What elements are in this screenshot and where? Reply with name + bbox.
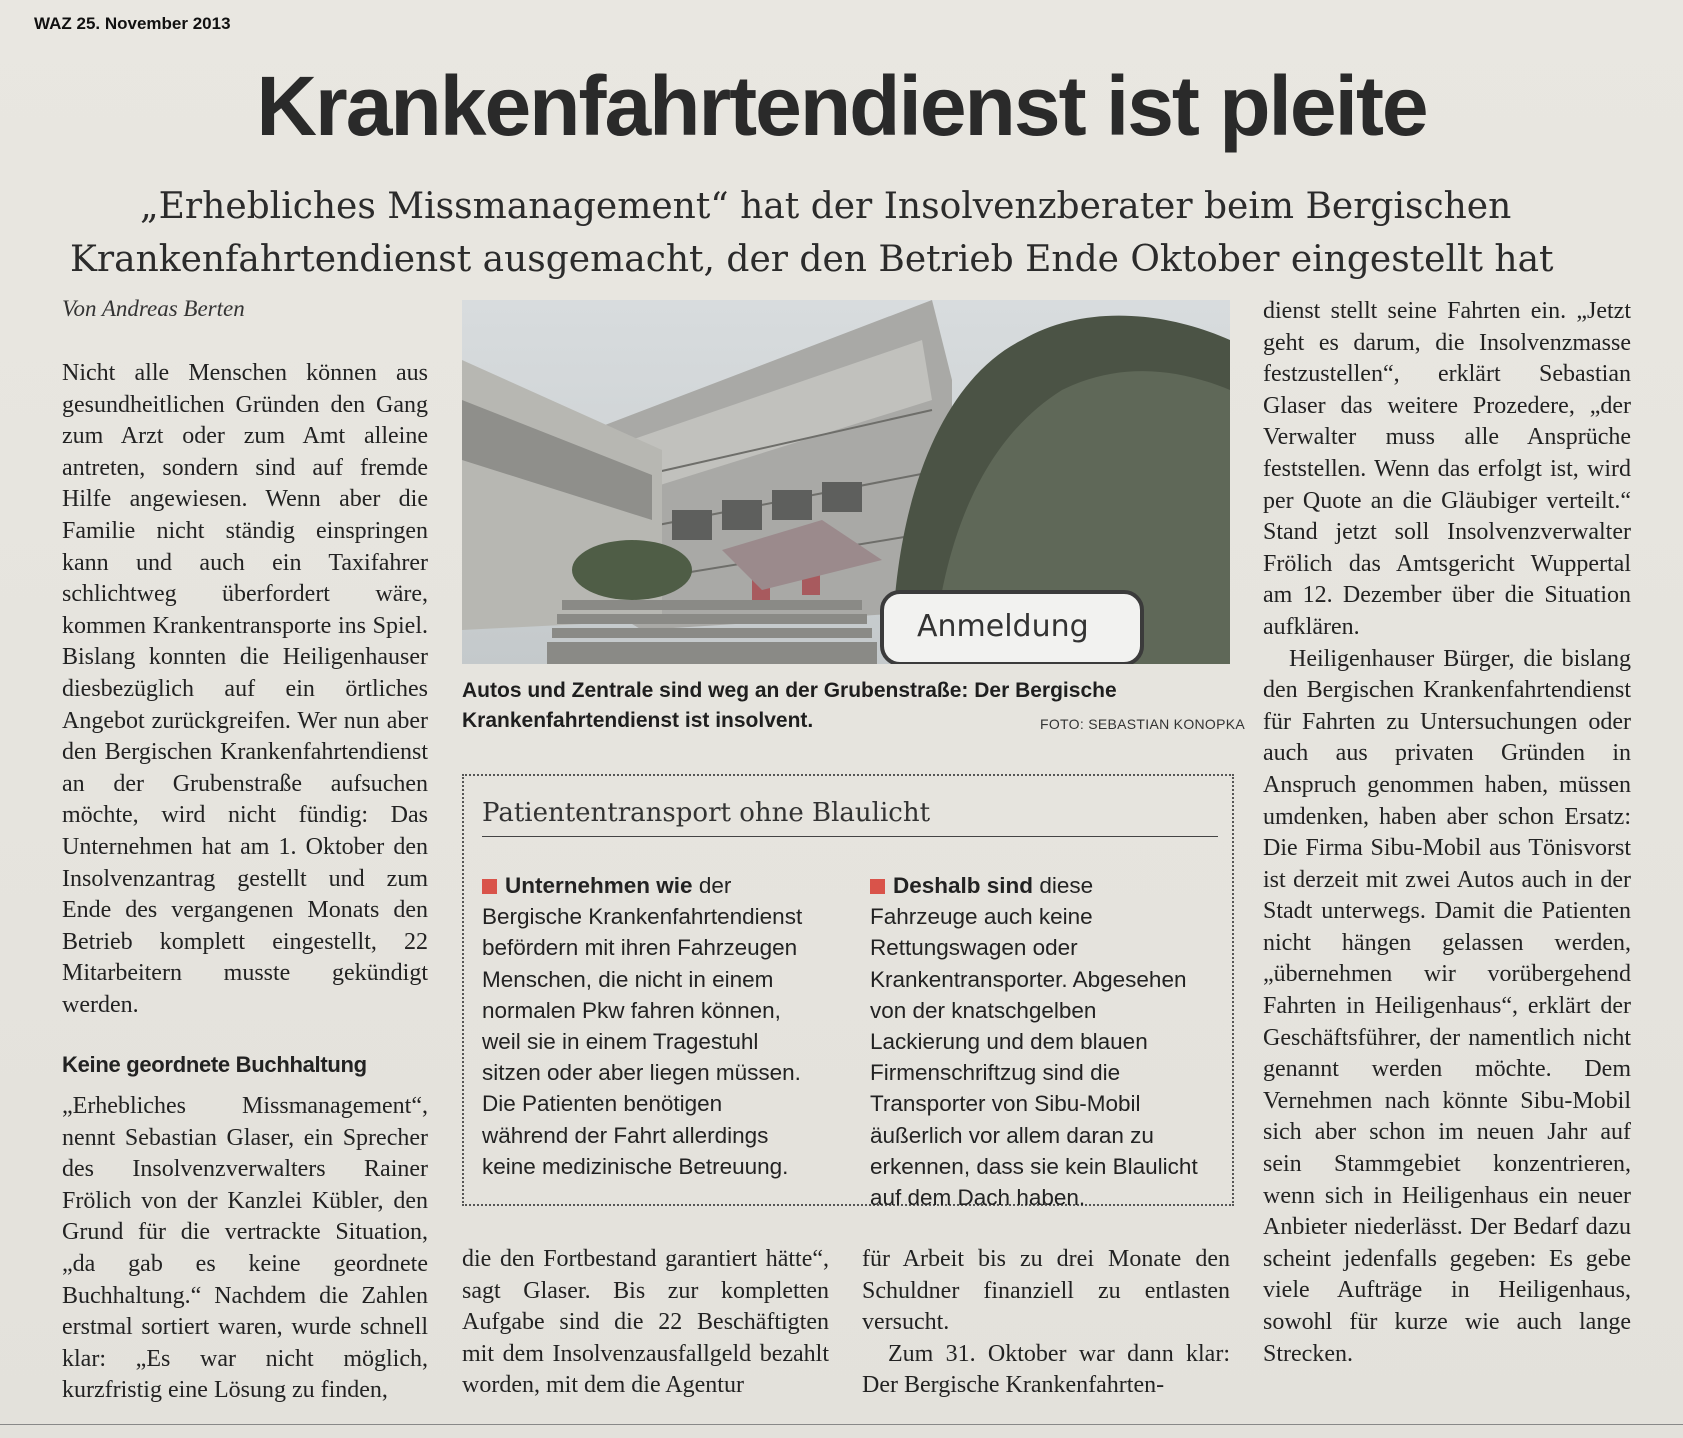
divider [0, 1424, 1683, 1425]
paragraph: Zum 31. Oktober war dann klar: Der Bergische Krankenfahrten- [862, 1340, 1230, 1399]
paragraph: für Arbeit bis zu drei Monate den Schuldner finanziell zu entlasten versucht. [862, 1246, 1230, 1336]
info-box-column-2 [870, 870, 1200, 1213]
paragraph: Nicht alle Menschen können aus gesundheitlichen Gründen den Gang zum Arzt oder zum Amt alleine antreten, sondern sind auf fremde Hilfe angewiesen. Wenn aber die Familie nicht ständig einspringen kann und auch ein Taxifahrer schlichtweg überfordert wäre, kommen Krankentransporte ins Spiel. Bislang konnten die Heiligenhauser diesbezüglich auf ein örtliches Angebot zurückgreifen. Wer nun aber den Bergischen Krankenfahrtendienst an der Grubenstraße aufsuchen möchte, wird nicht fündig: Das Unternehmen hat am 1. Oktober den Insolvenzantrag gestellt und zum Ende des vergangenen Monats den Betrieb komplett eingestellt, 22 Mitarbeitern musste gekündigt werden. [62, 360, 428, 1018]
byline: Von Andreas Berten [62, 296, 245, 321]
article-column-3 [862, 1244, 1230, 1402]
red-square-bullet-icon [482, 879, 497, 894]
photo-credit: FOTO: SEBASTIAN KONOPKA [1040, 716, 1246, 732]
section-subtitle: Keine geordnete Buchhaltung [62, 1052, 367, 1078]
lead-in: Deshalb sind [893, 873, 1034, 898]
article-column-2 [462, 1244, 829, 1402]
paragraph: „Erhebliches Missmanagement“, nennt Sebastian Glaser, ein Sprecher des Insolvenzverwalters Rainer Frölich von der Kanzlei Kübler, den Grund für die vertrackte Situation, „da gab es keine geordnete Buchhaltung.“ Nachdem die Zahlen erstmal sortiert waren, wurde schnell klar: „Es war nicht möglich, kurzfristig eine Lösung zu finden, [62, 1093, 428, 1404]
source-label: WAZ 25. November 2013 [34, 14, 231, 33]
paragraph: die den Fortbestand garantiert hätte“, sagt Glaser. Bis zur kompletten Aufgabe sind die 22 Beschäftigten mit dem Insolvenzausfallgeld bezahlt worden, mit dem die Agentur [462, 1246, 829, 1399]
building-photo-illustration [462, 300, 1230, 664]
article-column-1 [62, 358, 428, 1407]
sign-text: Anmeldung [917, 609, 1089, 644]
subhead-line-1: „Erhebliches Missmanagement“ hat der Insolvenzberater beim Bergischen [140, 186, 1512, 227]
info-box [462, 774, 1234, 1211]
lead-in: Unternehmen wie [505, 873, 693, 898]
photo-caption: Autos und Zentrale sind weg an der Grubenstraße: Der Bergische Krankenfahrtendienst ist insolvent. [462, 679, 1117, 732]
headline: Krankenfahrtendienst ist pleite [256, 59, 1427, 153]
info-box-column-1 [482, 870, 812, 1182]
article-photo [462, 300, 1230, 664]
info-text: der Bergische Krankenfahrtendienst befördern mit ihren Fahrzeugen Menschen, die nicht in einem normalen Pkw fahren können, weil sie in einem Tragestuhl sitzen oder aber liegen müssen. Die Patienten benötigen während der Fahrt allerdings keine medizinische Betreuung. [482, 873, 803, 1179]
article-column-4 [1263, 296, 1631, 1370]
info-box-title: Patiententransport ohne Blaulicht [482, 798, 1218, 837]
paragraph: Heiligenhauser Bürger, die bislang den Bergischen Krankenfahrtendienst für Fahrten zu Untersuchungen oder auch aus privaten Gründen in Anspruch genommen haben, müssen umdenken, haben aber schon Ersatz: Die Firma Sibu-Mobil aus Tönisvorst ist derzeit mit zwei Autos auch in der Stadt unterwegs. Damit die Patienten nicht hängen gelassen werden, „übernehmen wir vorübergehend Fahrten in Heiligenhaus“, erklärt der Geschäftsführer, der namentlich nicht genannt werden möchte. Dem Vernehmen nach könnte Sibu-Mobil sich aber schon im neuen Jahr auf sein Stammgebiet konzentrieren, wenn sich in Heiligenhaus ein neuer Anbieter niederlässt. Der Bedarf dazu scheint jedenfalls gegeben: Es gebe viele Aufträge in Heiligenhaus, sowohl für kurze wie auch lange Strecken. [1263, 645, 1631, 1367]
info-text: diese Fahrzeuge auch keine Rettungswagen oder Krankentransporter. Abgesehen von der knatschgelben Lackierung und dem blauen Firmenschriftzug sind die Transporter von Sibu-Mobil äußerlich vor allem daran zu erkennen, dass sie kein Blaulicht auf dem Dach haben. [870, 873, 1198, 1211]
subhead-line-2: Krankenfahrtendienst ausgemacht, der den Betrieb Ende Oktober eingestellt hat [70, 239, 1554, 280]
paragraph: dienst stellt seine Fahrten ein. „Jetzt geht es darum, die Insolvenzmasse festzustellen“, erklärt Sebastian Glaser das weitere Prozedere, „der Verwalter muss alle Ansprüche feststellen. Wenn das erfolgt ist, wird per Quote an die Gläubiger verteilt.“ Stand jetzt soll Insolvenzverwalter Frölich das Amtsgericht Wuppertal am 12. Dezember über die Situation aufklären. [1263, 298, 1631, 640]
red-square-bullet-icon [870, 879, 885, 894]
subheadline [70, 180, 1630, 286]
